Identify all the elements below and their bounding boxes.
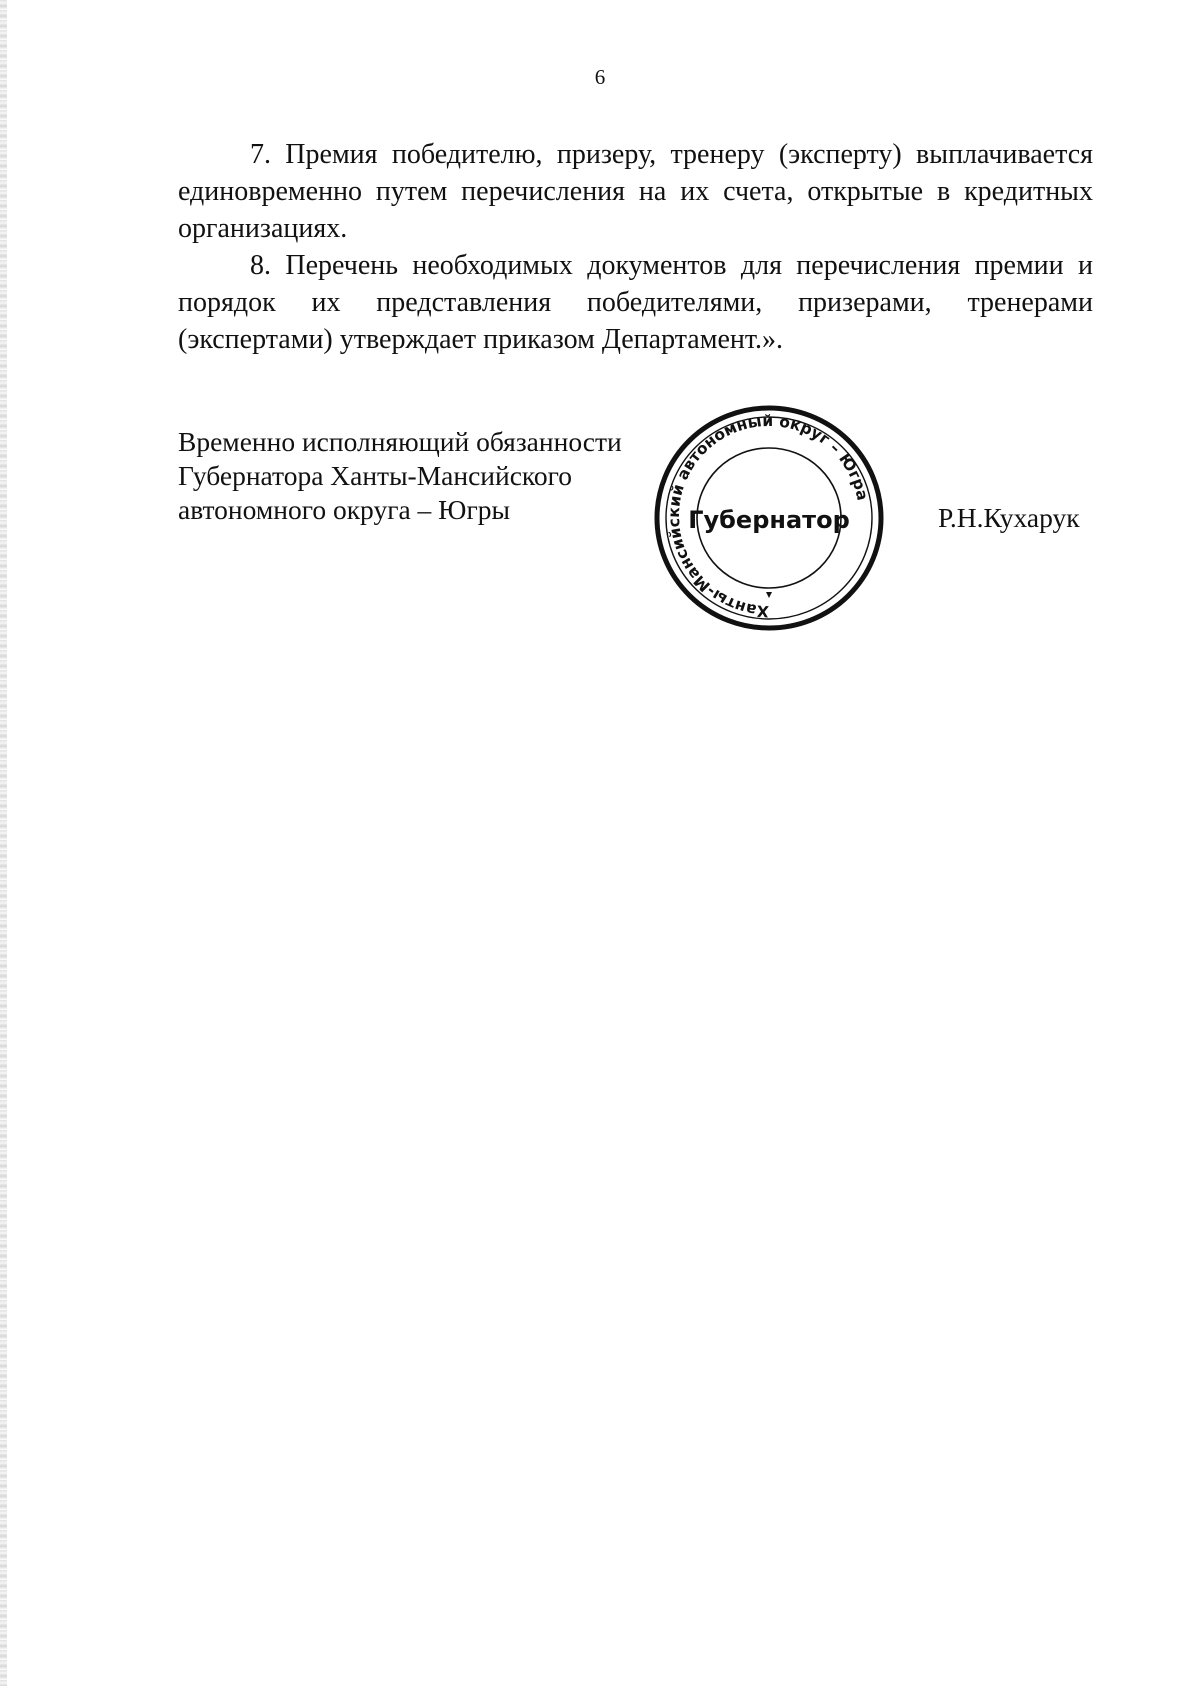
paragraph-7: 7. Премия победителю, призеру, тренеру (эксперту) выплачивается единовременно путем перечисления на их счета, открытые в кредитных организациях. [178,139,1093,244]
scan-edge [0,0,7,1686]
signature-title-line-1: Временно исполняющий обязанности [178,426,622,457]
official-seal [652,402,886,634]
document-body [178,136,1093,358]
signatory-name: Р.Н.Кухарук [938,502,1080,533]
signature-title [178,425,658,527]
seal-graphic [652,402,886,634]
page-number: 6 [594,65,606,89]
signature-title-line-3: автономного округа – Югры [178,494,510,525]
seal-star-mark [766,592,772,598]
seal-center-text: Губернатор [688,506,850,534]
paragraph-8: 8. Перечень необходимых документов для перечисления премии и порядок их представления победителями, призерами, тренерами (экспертами) утверждает приказом Департамент.». [178,250,1093,355]
signature-title-line-2: Губернатора Ханты-Мансийского [178,460,572,491]
seal-ring-text: Ханты-Мансийский автономный округ – Югра [664,411,872,621]
